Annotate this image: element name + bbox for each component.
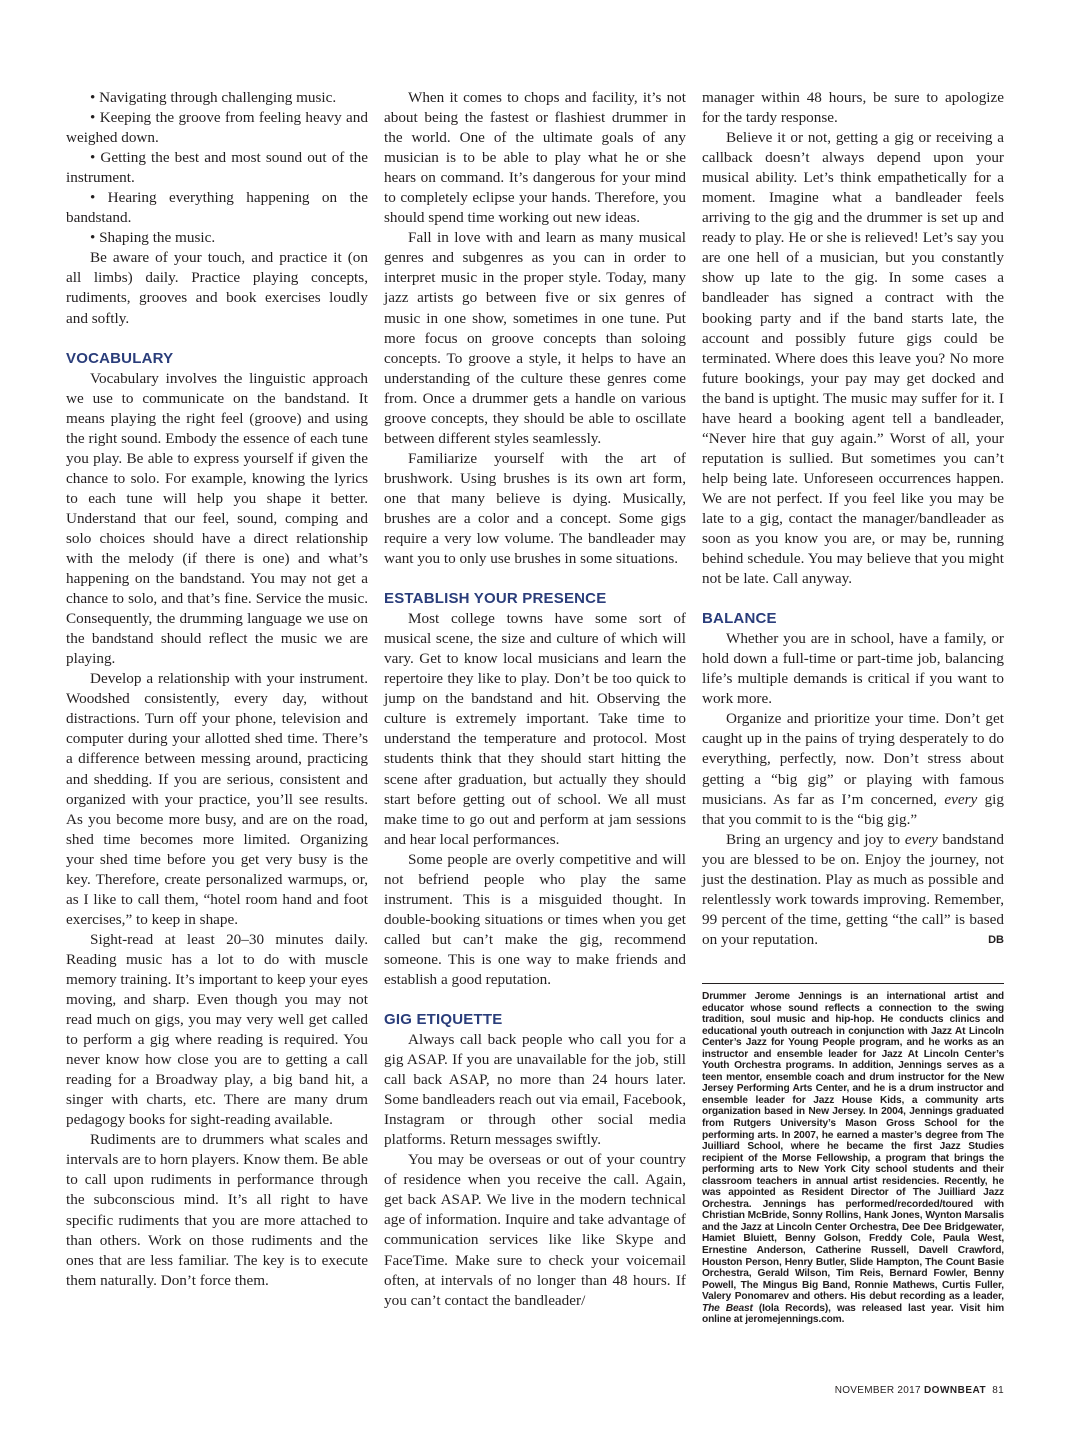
issue-date: NOVEMBER 2017 [834, 1385, 921, 1396]
bullet-item: • Hearing everything happening on the bandstand. [66, 189, 368, 227]
paragraph: Vocabulary involves the linguistic approach we use to communicate on the bandstand. It means playing the right feel (groove) and using the right sound. Embody the essence of each tune you play. Be able to express yourself if given the chance to solo. For example, knowing the lyrics to each tune will help you shape it better. Understand that our feel, sound, comping and solo choices should have a direct relationship with the melody (if there is one) and what’s happening on the bandstand. You may not get a chance to solo, and that’s fine. Service the music. Consequently, the drumming language we use on the bandstand should reflect the music we are playing. [66, 369, 368, 668]
paragraph [702, 830, 1004, 950]
paragraph: Rudiments are to drummers what scales and intervals are to horn players. Know them. Be able to call upon rudiments in performance through the subconscious mind. It’s all right to have specific rudiments that you are more attached to than others. Work on those rudiments and the ones that are less familiar. The key is to execute them naturally. Don’t force them. [66, 1131, 368, 1289]
page-footer [780, 1385, 1004, 1396]
paragraph: Some people are overly competitive and will not befriend people who play the same instrument. This is a misguided thought. In double-booking situations or times when you get called but can’t make the gig, recommend someone. This is one way to make friends and establish a good reputation. [384, 850, 686, 988]
paragraph: Most college towns have some sort of musical scene, the size and culture of which will vary. Get to know local musicians and learn the repertoire they like to play. Don’t be too quick to jump on the bandstand and hit. Observing the culture is extremely important. Take time to understand the temperature and protocol. Most students think that they should start hitting the scene after graduation, but actually they should start before getting out of school. We all must make time to go out and perform at jam sessions and hear local performances. [384, 610, 686, 848]
text-run: Organize and prioritize your time. Don’t get caught up in the pains of trying desperately to do everything, perfectly, now. Don’t stress about getting a “big gig” or playing with famous musicians. As far as I’m concerned, [702, 710, 1004, 808]
emphasis: every [904, 830, 938, 848]
paragraph: Be aware of your touch, and practice it (on all limbs) daily. Practice playing concepts, rudiments, grooves and book exercises loudly and softly. [66, 249, 368, 327]
magazine-name: DOWNBEAT [923, 1385, 987, 1396]
bio-text: Drummer Jerome Jennings is an international artist and educator whose sound reflects a connection to the swing tradition, soul music and hip-hop. He conducts clinics and educational youth outreach in conjunction with Jazz At Lincoln Center’s Jazz for Young People program, and he works as an instructor and ensemble leader for Jazz At Lincoln Center’s Youth Orchestra programs. In addition, Jennings serves as a teen mentor, ensemble coach and drum instructor for the New Jersey Performing Arts Center, and he is a drum instructor and ensemble leader for Jazz House Kids, a community arts organization based in New Jersey. In 2004, Jennings graduated from Rutgers University’s Mason Gross School for the performing arts. In 2007, he earned a master’s degree from The Juilliard School, where he became the first Jazz Studies recipient of the Morse Fellowship, a program that brings the performing arts to New York City school students and their classroom teachers in annual artist residencies. Recently, he was appointed as Resident Director of The Juilliard Jazz Orchestra. Jennings has performed/recorded/toured with Christian McBride, Sonny Rollins, Hank Jones, Wynton Marsalis and the Jazz at Lincoln Center Orchestra, Dee Dee Bridgewater, Hamiet Bluiett, Benny Golson, Freddy Cole, Paula West, Ernestine Anderson, Catherine Russell, Davell Crawford, Houston Person, Henry Butler, Slide Hampton, The Count Basie Orchestra, Gerald Wilson, Tim Reis, Bernard Fowler, Benny Powell, The Mingus Big Band, Ronnie Mathews, Curtis Fuller, Valery Ponomarev and others. His debut recording as a leader, [702, 991, 1004, 1303]
bio-text: (Iola Records), was released last year. Visit him online at jeromejennings.com. [702, 1302, 1005, 1326]
bio-divider [702, 983, 1004, 984]
section-heading-presence: ESTABLISH YOUR PRESENCE [384, 590, 607, 608]
text-run: Bring an urgency and joy to [726, 830, 905, 848]
section-heading-balance: BALANCE [702, 610, 777, 628]
bullet-item: • Keeping the groove from feeling heavy and weighed down. [66, 109, 368, 147]
paragraph: Believe it or not, getting a gig or receiving a callback doesn’t always depend upon your musical ability. Let’s think empathetically for a moment. Imagine what a bandleader feels arriving to the gig and the drummer is set up and ready to play. He or she is relieved! Let’s say you are one hell of a musician, but you constantly show up late to the gig. In some cases a bandleader has signed a contract with the booking party and if the band starts late, the account and possibly future gigs could be terminated. Where does this leave you? No more future bookings, your pay may get docked and the band is uptight. The music may suffer for it. I have heard a booking agent tell a bandleader, “Never hire that guy again.” Worst of all, your reputation is sullied. But sometimes you can’t help being late. Unforeseen occurrences happen. We are not perfect. If you feel like you may be late to a gig, contact the manager/bandleader as soon as you know you are, or may be, running behind schedule. You may believe that you might not be late. Call anyway. [702, 129, 1004, 588]
paragraph: You may be overseas or out of your country of residence when you receive the call. Again, get back ASAP. We live in the modern technical age of information. Inquire and take advantage of communication services like like Skype and FaceTime. Make sure to check your voicemail often, at intervals of no longer than 48 hours. If you can’t contact the bandleader/ [384, 1151, 686, 1309]
paragraph-continued: manager within 48 hours, be sure to apologize for the tardy response. [702, 89, 1004, 127]
section-heading-vocabulary: VOCABULARY [66, 349, 174, 367]
bullet-item: • Getting the best and most sound out of the instrument. [66, 149, 368, 187]
article-column-3 [702, 88, 1004, 950]
paragraph: Sight-read at least 20–30 minutes daily. Reading music has a lot to do with muscle memory training. It’s important to keep your eyes moving, and sharp. Even though you may not read much on gigs, you may very well get called to perform a gig where reading is required. You never know how close you are to getting a call reading for a Broadway play, a big band hit, a singer with charts, etc. There are many drum pedagogy books for sight-reading available. [66, 930, 368, 1129]
album-title: The Beast [702, 1302, 753, 1314]
paragraph: Fall in love with and learn as many musical genres and subgenres as you can in order to interpret music in the proper style. Today, many jazz artists go between five or six genres of music in one show, sometimes in one tune. Put more focus on groove concepts than soloing concepts. To groove a style, it helps to have an understanding of the culture these genres come from. Once a drummer gets a handle on various groove concepts, they should be able to oscillate between different styles seamlessly. [384, 229, 686, 447]
emphasis: every [944, 790, 978, 808]
paragraph: Develop a relationship with your instrument. Woodshed consistently, every day, without distractions. Turn off your phone, television and computer during your allotted shed time. There’s a difference between messing around, practicing and shedding. If you are serious, consistent and organized with your practice, you’ll see results. As you become more busy, and are on the road, shed time becomes more limited. Organizing your shed time before you get very busy is the key. Therefore, create personalized warmups, or, as I like to call them, “hotel room hand and foot exercises,” to keep in shape. [66, 670, 368, 928]
downbeat-signoff: DB [988, 933, 1004, 946]
text-run: gig that you commit to is the “big gig.” [702, 790, 1004, 828]
paragraph: When it comes to chops and facility, it’s not about being the fastest or flashiest drummer in the world. One of the ultimate goals of any musician is to be able to play what he or she hears on command. It’s dangerous for your mind to completely eclipse your hands. Therefore, you should spend time working out new ideas. [384, 89, 686, 227]
paragraph: Familiarize yourself with the art of brushwork. Using brushes is its own art form, one that many believe is dying. Musically, brushes are a color and a concept. Some gigs require a very low volume. The bandleader may want you to only use brushes in some situations. [384, 449, 686, 568]
paragraph: Always call back people who call you for a gig ASAP. If you are unavailable for the job, still call back ASAP, no more than 24 hours later. Some bandleaders reach out via email, Facebook, Instagram or through other social media platforms. Return messages swiftly. [384, 1031, 686, 1149]
page-number: 81 [992, 1385, 1004, 1396]
paragraph: Whether you are in school, have a family, or hold down a full-time or part-time job, balancing life’s multiple demands is critical if you want to work more. [702, 630, 1004, 708]
article-column-1 [66, 88, 368, 1291]
paragraph [702, 709, 1004, 829]
text-run: bandstand you are blessed to be on. Enjoy the journey, not just the destination. Play as much as possible and relentlessly work towards improving. Remember, 99 percent of the time, getting “the call” is based on your reputation. [702, 830, 1004, 948]
bullet-item: • Navigating through challenging music. [90, 89, 337, 106]
bullet-item: • Shaping the music. [90, 229, 216, 247]
section-heading-etiquette: GIG ETIQUETTE [384, 1011, 503, 1029]
author-bio [702, 991, 1004, 1326]
article-column-2 [384, 88, 686, 1311]
